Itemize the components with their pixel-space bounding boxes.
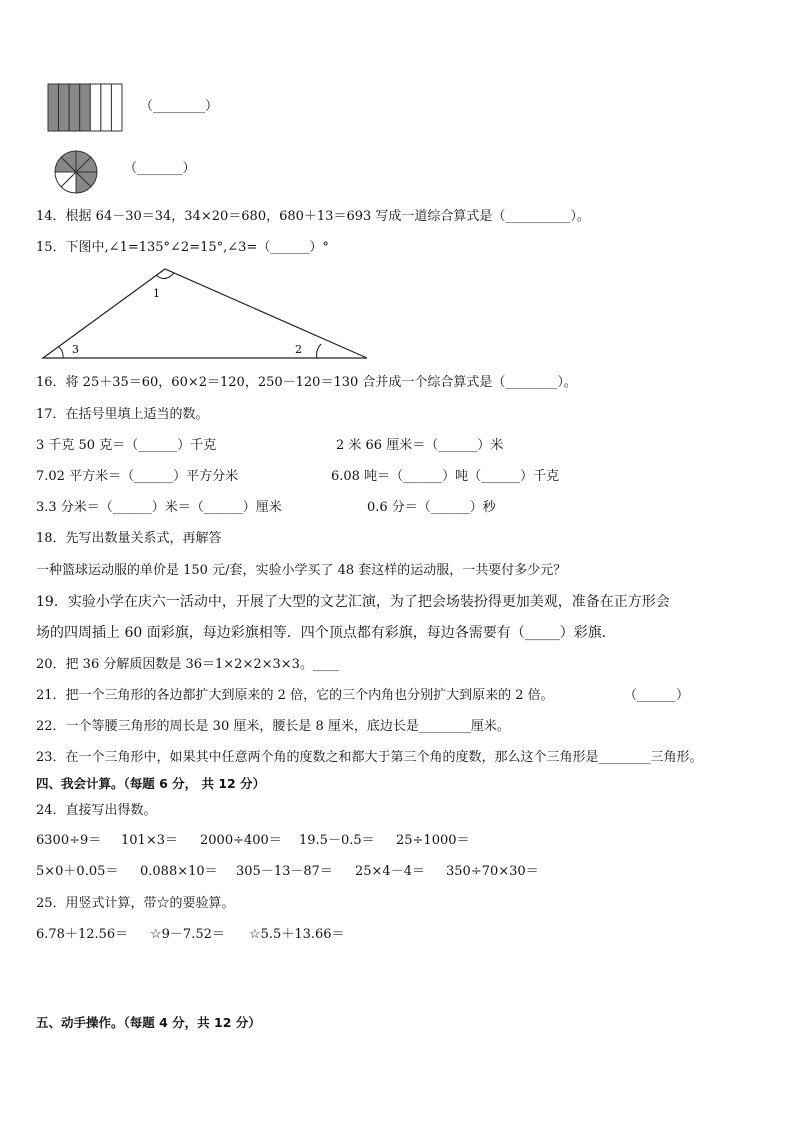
question-21-blank: （______）	[624, 688, 690, 703]
question-24-title: 24．直接写出得数。	[36, 803, 157, 818]
question-19-line-1: 19．实验小学在庆六一活动中，开展了大型的文艺汇演，为了把会场装扮得更加美观，准备在正方形会	[36, 594, 670, 610]
fraction-strip	[80, 84, 91, 131]
q24-row2-item-1: 5×0＋0.05＝	[36, 864, 119, 879]
q24-row1-item-5: 25÷1000＝	[396, 833, 470, 848]
section-4-heading: 四、我会计算。（每题 6 分， 共 12 分）	[36, 776, 266, 791]
q24-row2-item-5: 350÷70×30＝	[446, 864, 539, 879]
rect-answer-blank: （________）	[140, 99, 219, 114]
q24-row1-item-3: 2000÷400＝	[200, 833, 282, 848]
angle-2-arc	[317, 344, 322, 358]
q17-item-3: 7.02 平方米＝（______）平方分米	[36, 469, 239, 484]
question-21: 21．把一个三角形的各边都扩大到原来的 2 倍，它的三个内角也分别扩大到原来的 2 倍。	[36, 688, 554, 703]
q24-row2-item-3: 305－13－87＝	[236, 864, 333, 879]
question-22: 22．一个等腰三角形的周长是 30 厘米，腰长是 8 厘米，底边长是________厘米。	[36, 719, 510, 734]
q24-row2-item-4: 25×4－4＝	[355, 864, 425, 879]
fraction-strip	[111, 84, 122, 131]
fraction-circle-figure	[54, 150, 98, 194]
question-15: 15．下图中,∠1=135°∠2=15°,∠3=（______）°	[36, 240, 329, 255]
question-17-title: 17．在括号里填上适当的数。	[36, 407, 209, 422]
question-25-title: 25．用竖式计算，带☆的要验算。	[36, 896, 235, 911]
question-14: 14．根据 64－30＝34，34×20＝680，680＋13＝693 写成一道综合算式是（__________）。	[36, 209, 590, 224]
angle-1-label: 1	[153, 287, 160, 300]
section-5-heading: 五、动手操作。（每题 4 分，共 12 分）	[36, 1015, 261, 1030]
question-19-line-2: 场的四周插上 60 面彩旗，每边彩旗相等．四个顶点都有彩旗，每边各需要有（_____）彩旗．	[36, 625, 616, 641]
angle-3-arc	[59, 347, 63, 358]
q17-item-5: 3.3 分米＝（______）米＝（______）厘米	[36, 500, 282, 515]
fraction-strip	[59, 84, 70, 131]
triangle-outline	[43, 269, 367, 358]
q24-row1-item-2: 101×3＝	[121, 833, 178, 848]
q25-item-1: 6.78＋12.56＝	[36, 927, 129, 942]
question-23: 23．在一个三角形中，如果其中任意两个角的度数之和都大于第三个角的度数，那么这个三角形是________三角形。	[36, 750, 703, 765]
fraction-strip	[69, 84, 80, 131]
question-16: 16．将 25＋35＝60，60×2＝120，250－120＝130 合并成一个综合算式是（________）。	[36, 375, 577, 390]
q25-item-3: ☆5.5＋13.66＝	[249, 927, 345, 942]
q17-item-6: 0.6 分＝（______）秒	[367, 500, 496, 515]
angle-3-label: 3	[72, 343, 79, 356]
question-20: 20．把 36 分解质因数是 36＝1×2×2×3×3。____	[36, 657, 339, 672]
q17-item-2: 2 米 66 厘米＝（______）米	[336, 438, 504, 453]
q24-row2-item-2: 0.088×10＝	[140, 864, 218, 879]
q17-item-4: 6.08 吨＝（______）吨（______）千克	[331, 469, 560, 484]
fraction-strip	[48, 84, 59, 131]
triangle-figure	[40, 266, 370, 362]
fraction-strip	[90, 84, 101, 131]
q24-row1-item-4: 19.5－0.5＝	[299, 833, 375, 848]
q17-item-1: 3 千克 50 克＝（______）千克	[36, 438, 217, 453]
fraction-rectangle-figure	[47, 83, 123, 132]
circle-answer-blank: （_______）	[124, 161, 196, 176]
q24-row1-item-1: 6300÷9＝	[36, 833, 102, 848]
angle-2-label: 2	[295, 343, 302, 356]
fraction-strip	[101, 84, 112, 131]
question-18-body: 一种篮球运动服的单价是 150 元/套，实验小学买了 48 套这样的运动服，一共要付多少元？	[36, 563, 567, 578]
question-18-title: 18．先写出数量关系式，再解答	[36, 531, 222, 546]
q25-item-2: ☆9－7.52＝	[150, 927, 225, 942]
